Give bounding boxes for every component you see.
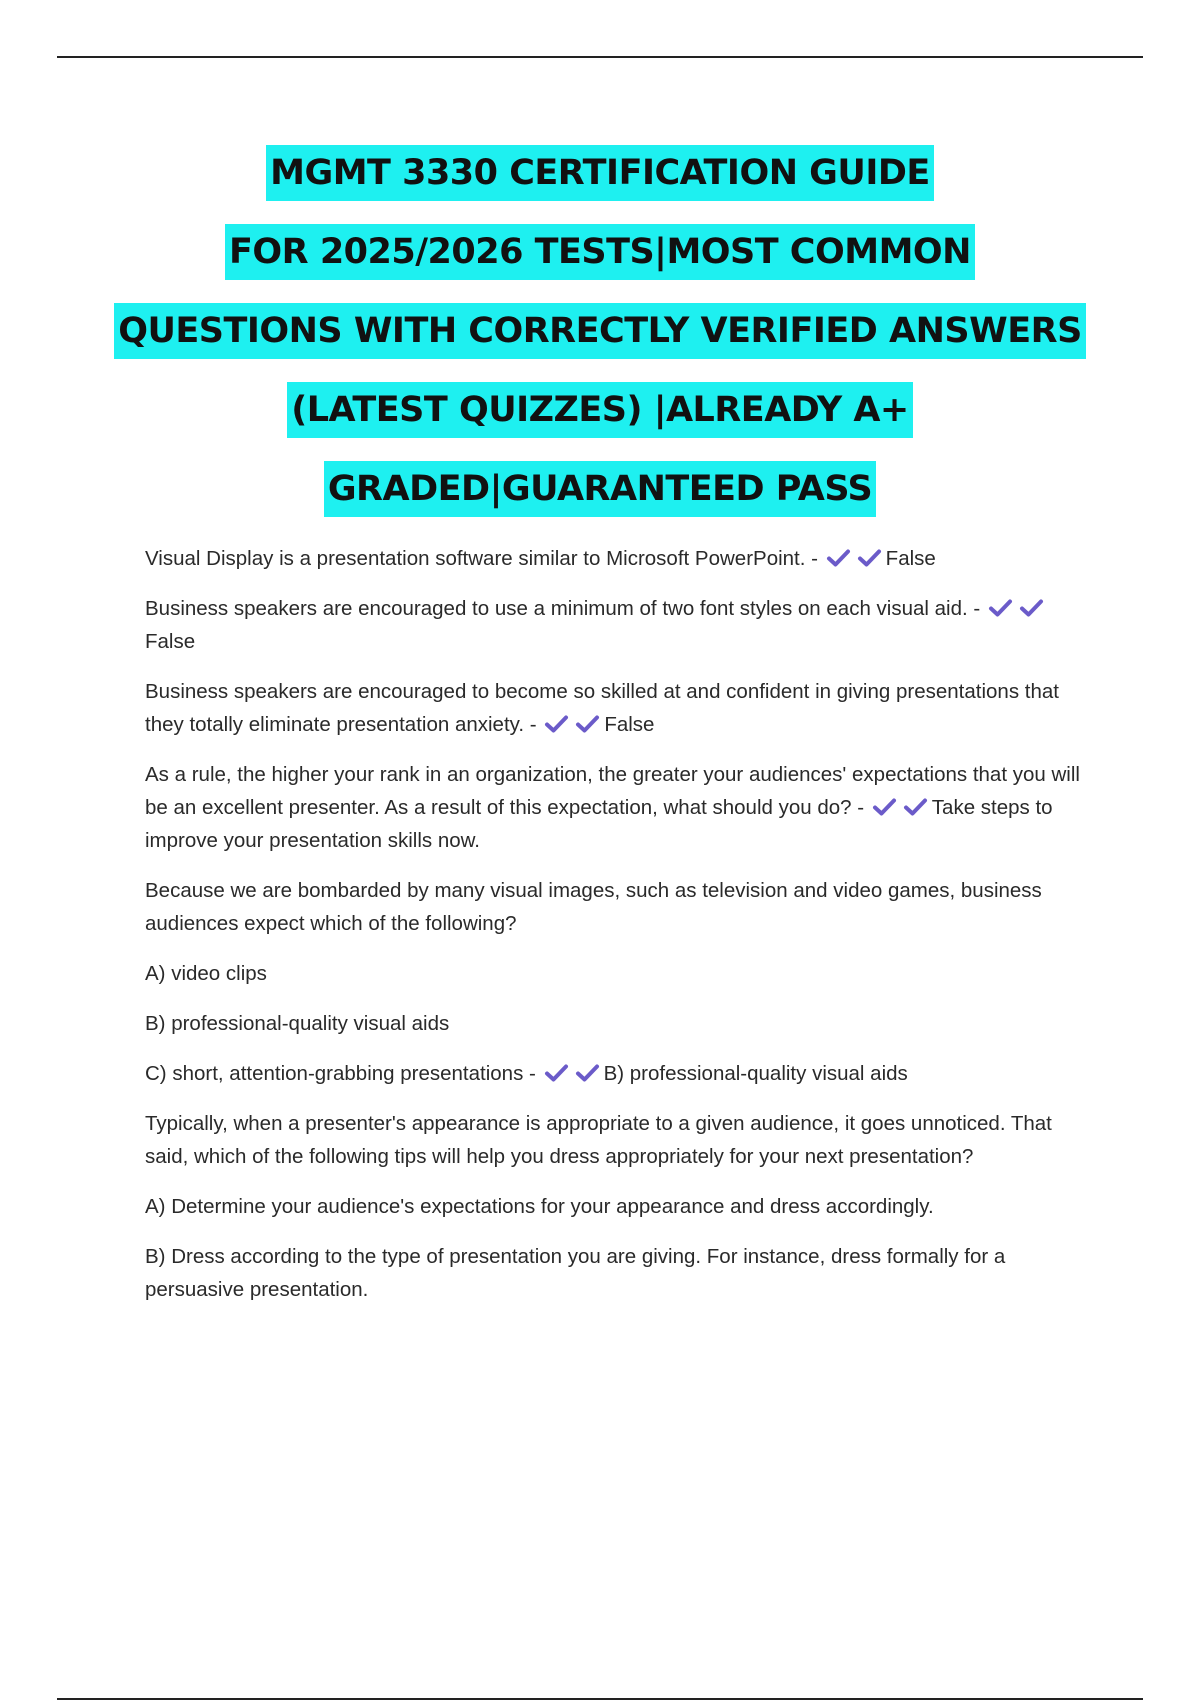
- verified-checks: [872, 797, 928, 817]
- verified-checks: [544, 1063, 600, 1083]
- answer-text: False: [604, 713, 655, 736]
- check-icon: [575, 1063, 600, 1083]
- check-icon: [1019, 598, 1044, 618]
- title-line: [0, 303, 1200, 382]
- question-item: [145, 675, 1085, 741]
- title-line: [0, 224, 1200, 303]
- top-rule: [57, 56, 1143, 58]
- question-text: As a rule, the higher your rank in an organization, the greater your audiences' expectations that you will be an excellent presenter. As a result of this expectation, what should you do? -: [145, 763, 1080, 819]
- text-paragraph: A) Determine your audience's expectations for your appearance and dress accordingly.: [145, 1195, 934, 1218]
- text-paragraph: A) video clips: [145, 962, 267, 985]
- verified-checks: [988, 598, 1044, 618]
- answer-text: B) professional-quality visual aids: [603, 1062, 908, 1085]
- question-text: C) short, attention-grabbing presentations -: [145, 1062, 536, 1085]
- question-text: Visual Display is a presentation software similar to Microsoft PowerPoint. -: [145, 547, 818, 570]
- check-icon: [903, 797, 928, 817]
- question-item: [145, 592, 1085, 658]
- check-icon: [575, 714, 600, 734]
- title-line: [0, 145, 1200, 224]
- check-icon: [544, 1063, 569, 1083]
- verified-checks: [544, 714, 600, 734]
- answer-text: False: [145, 630, 196, 653]
- check-icon: [872, 797, 897, 817]
- verified-checks: [826, 548, 882, 568]
- check-icon: [826, 548, 851, 568]
- check-icon: [988, 598, 1013, 618]
- question-item: [145, 758, 1085, 857]
- question-item: [145, 542, 1085, 575]
- text-paragraph: B) professional-quality visual aids: [145, 1012, 450, 1035]
- title-line-text: FOR 2025/2026 TESTS|MOST COMMON: [225, 224, 975, 280]
- title-line: [0, 461, 1200, 540]
- answer-text: Take steps to improve your presentation skills now.: [145, 796, 1053, 852]
- document-title: [0, 145, 1200, 540]
- answer-text: False: [885, 547, 936, 570]
- title-line-text: QUESTIONS WITH CORRECTLY VERIFIED ANSWERS: [114, 303, 1086, 359]
- question-text: Business speakers are encouraged to use a minimum of two font styles on each visual aid. -: [145, 597, 981, 620]
- question-text: Business speakers are encouraged to become so skilled at and confident in giving presentations that they totally eliminate presentation anxiety. -: [145, 680, 1059, 736]
- question-item: [145, 1057, 1085, 1090]
- question-list: [145, 542, 1085, 1323]
- text-paragraph: Typically, when a presenter's appearance is appropriate to a given audience, it goes unnoticed. That said, which of the following tips will help you dress appropriately for your next presentation?: [145, 1112, 1052, 1168]
- check-icon: [544, 714, 569, 734]
- title-line-text: (LATEST QUIZZES) |ALREADY A+: [287, 382, 913, 438]
- text-paragraph: Because we are bombarded by many visual images, such as television and video games, business audiences expect which of the following?: [145, 879, 1042, 935]
- title-line-text: GRADED|GUARANTEED PASS: [324, 461, 876, 517]
- check-icon: [857, 548, 882, 568]
- text-paragraph: B) Dress according to the type of presentation you are giving. For instance, dress formally for a persuasive presentation.: [145, 1245, 1006, 1301]
- title-line: [0, 382, 1200, 461]
- title-line-text: MGMT 3330 CERTIFICATION GUIDE: [266, 145, 934, 201]
